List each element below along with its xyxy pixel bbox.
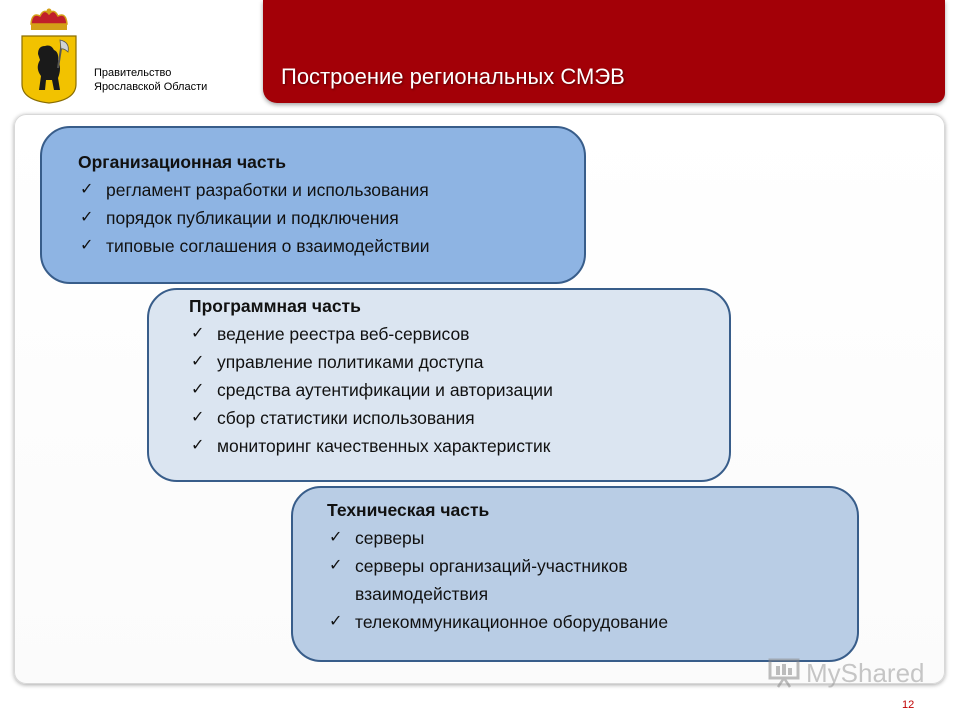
list-item — [327, 608, 857, 636]
technical-part-box — [291, 486, 859, 662]
list-item — [189, 432, 729, 460]
list-item — [189, 320, 729, 348]
list-item-text: управление политиками доступа — [217, 352, 484, 372]
list-item-text: типовые соглашения о взаимодействии — [106, 236, 430, 256]
list-item-text: серверы — [355, 528, 425, 548]
list-item-text: серверы организаций-участников взаимодействия — [355, 556, 628, 604]
list-item-text: регламент разработки и использования — [106, 180, 429, 200]
check-icon: ✓ — [329, 557, 343, 574]
list-item-text: ведение реестра веб-сервисов — [217, 324, 470, 344]
check-icon: ✓ — [191, 437, 205, 454]
list-item-text: телекоммуникационное оборудование — [355, 612, 669, 632]
box-heading: Программная часть — [189, 296, 361, 316]
check-icon: ✓ — [191, 381, 205, 398]
list-item — [189, 404, 729, 432]
coat-of-arms-logo — [18, 6, 80, 104]
list-item-text: порядок публикации и подключения — [106, 208, 399, 228]
list-item — [327, 524, 857, 552]
org-line-2: Ярославской Области — [94, 81, 208, 93]
title-bar — [263, 0, 945, 103]
watermark-text: MyShared — [806, 658, 925, 688]
check-icon: ✓ — [191, 353, 205, 370]
bullet-list — [189, 320, 729, 460]
check-icon: ✓ — [191, 325, 205, 342]
check-icon: ✓ — [329, 529, 343, 546]
check-icon: ✓ — [80, 181, 94, 198]
box-heading: Техническая часть — [327, 500, 490, 520]
software-part-box — [147, 288, 731, 482]
check-icon: ✓ — [329, 613, 343, 630]
box-heading: Организационная часть — [78, 152, 286, 172]
government-name — [94, 66, 207, 94]
list-item — [78, 232, 584, 260]
list-item — [78, 176, 584, 204]
list-item — [327, 552, 745, 608]
presentation-icon — [768, 658, 800, 688]
list-item-text: сбор статистики использования — [217, 408, 475, 428]
list-item-text: мониторинг качественных характеристик — [217, 436, 551, 456]
watermark — [768, 654, 928, 694]
list-item — [78, 204, 584, 232]
org-line-1: Правительство — [94, 67, 172, 79]
check-icon: ✓ — [80, 237, 94, 254]
slide-title: Построение региональных СМЭВ — [281, 64, 625, 89]
organizational-part-box — [40, 126, 586, 284]
bullet-list — [327, 524, 857, 636]
check-icon: ✓ — [191, 409, 205, 426]
bullet-list — [78, 176, 584, 260]
check-icon: ✓ — [80, 209, 94, 226]
page-number: 12 — [902, 699, 915, 711]
list-item-text: средства аутентификации и авторизации — [217, 380, 553, 400]
list-item — [189, 348, 729, 376]
list-item — [189, 376, 729, 404]
